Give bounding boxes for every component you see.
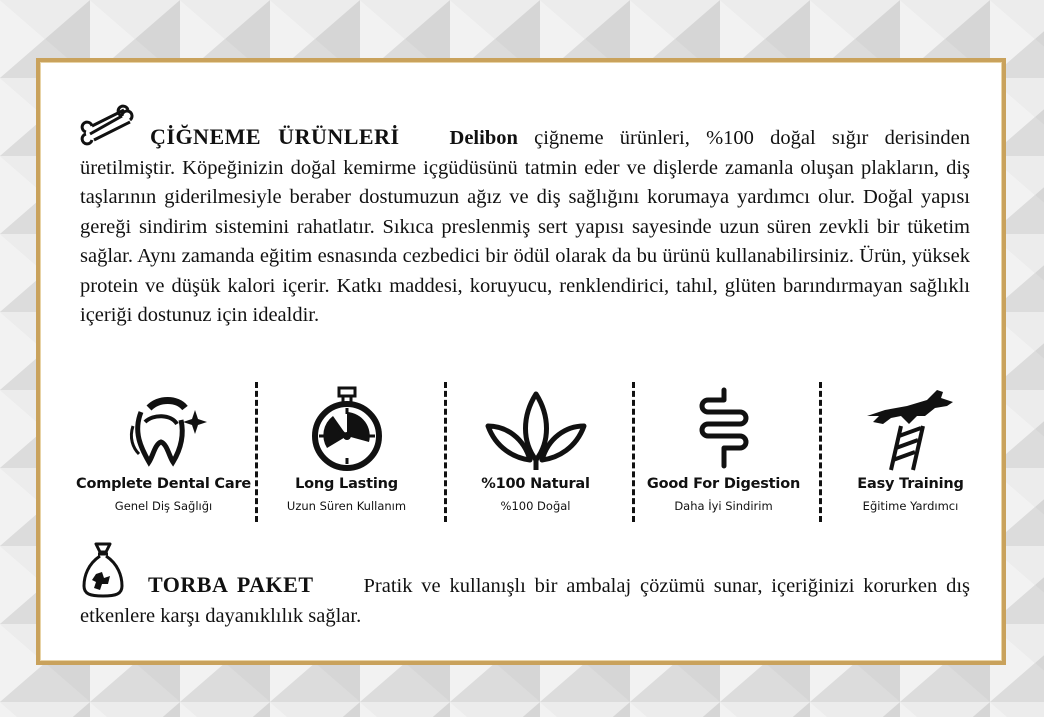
feature-subtitle: %100 Doğal — [500, 499, 571, 513]
feature-subtitle: Eğitime Yardımcı — [862, 499, 959, 513]
feature-title: Easy Training — [857, 476, 964, 492]
feature-title: Long Lasting — [295, 476, 398, 492]
feature-subtitle: Uzun Süren Kullanım — [286, 499, 407, 513]
feature-divider — [632, 382, 635, 522]
feature-title: %100 Natural — [481, 476, 590, 492]
feature-training — [823, 382, 998, 522]
feature-divider — [819, 382, 822, 522]
bag-package-paragraph — [80, 570, 970, 631]
chewing-products-text: çiğneme ürünleri, %100 doğal sığır derisinden üretilmiştir. Köpeğinizin doğal kemirme içgüdüsünü tatmin eder ve dişlerde zamanla oluşan plakların, diş taşlarının giderilmesiyle beraber dostumuzun ağız ve diş sağlığını korumaya yardımcı olur. Doğal yapısı gereği sindirim sistemini rahatlatır. Sıkıca preslenmiş sert yapısı sayesinde uzun süren zevkli bir tüketim sağlar. Aynı zamanda eğitim esnasında cezbedici bir ödül olarak da bu ürünü kullanabilirsiniz. Ürün, yüksek protein ve düşük kalori içerir. Katkı maddesi, koruyucu, renklendirici, tahıl, glüten barındırmayan sağlıklı içeriği dostunuz için idealdir. — [80, 127, 970, 326]
intestine-icon — [694, 386, 754, 470]
feature-row — [76, 382, 976, 522]
info-card — [36, 58, 1006, 665]
feature-title: Good For Digestion — [646, 476, 801, 492]
chewing-products-paragraph — [80, 122, 970, 331]
leaf-icon — [484, 386, 588, 470]
feature-dental-care — [76, 382, 251, 522]
feature-digestion — [636, 382, 811, 522]
feature-subtitle: Genel Diş Sağlığı — [114, 499, 213, 513]
feature-divider — [444, 382, 447, 522]
tooth-icon — [119, 386, 209, 470]
section-heading-bag: TORBA PAKET — [148, 572, 314, 597]
feature-title: Complete Dental Care — [76, 476, 252, 492]
bag-package-text: Pratik ve kullanışlı bir ambalaj çözümü sunar, içeriğinizi korurken dış etkenlere karşı dayanıklılık sağlar. — [80, 575, 970, 627]
jumping-dog-icon — [861, 386, 961, 476]
feature-long-lasting — [259, 382, 434, 522]
feature-divider — [255, 382, 258, 522]
feature-subtitle: Daha İyi Sindirim — [674, 499, 773, 513]
stopwatch-icon — [307, 386, 387, 472]
brand-name: Delibon — [449, 127, 518, 149]
section-heading-chewing: ÇİĞNEME ÜRÜNLERİ — [150, 124, 400, 149]
feature-natural — [448, 382, 623, 522]
